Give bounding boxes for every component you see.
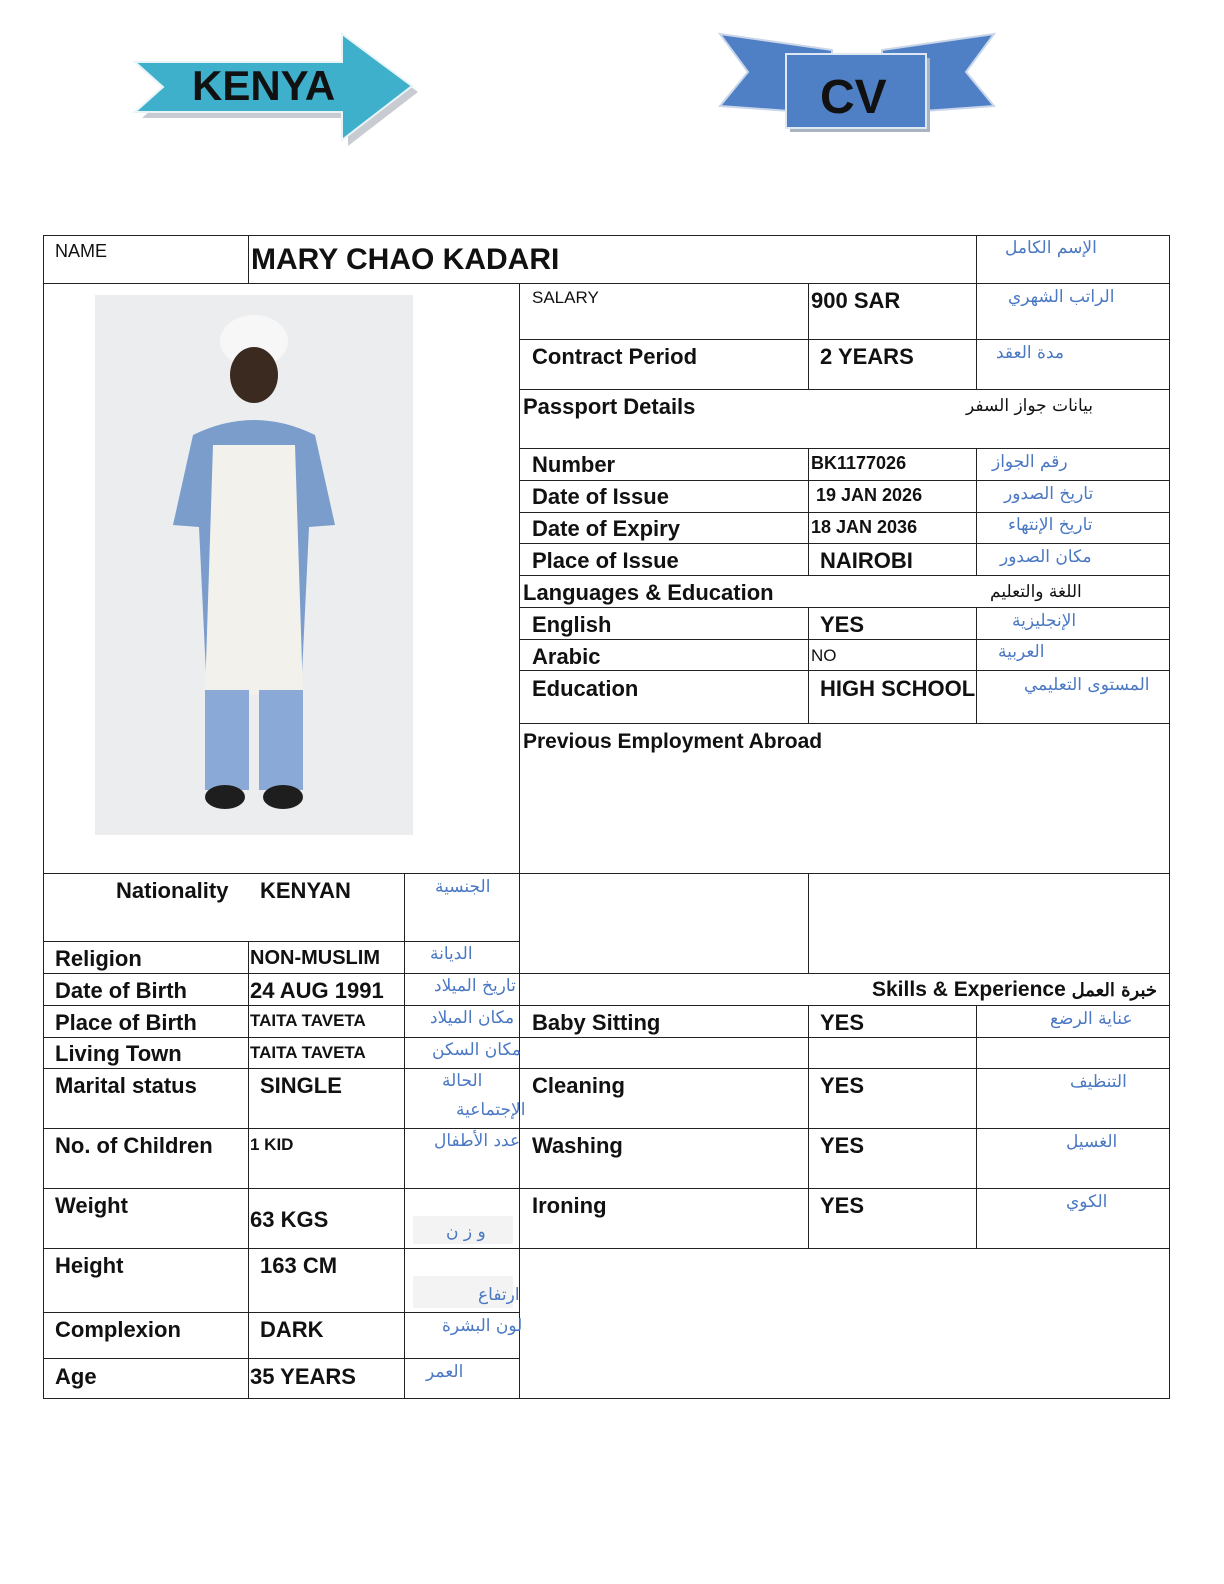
issue-place-label: Place of Issue (532, 548, 679, 573)
marital-status-label: Marital status (55, 1073, 197, 1098)
issue-place-arabic: مكان الصدور (1000, 547, 1092, 567)
passport-number-arabic: رقم الجواز (992, 452, 1068, 472)
education-value: HIGH SCHOOL (820, 676, 976, 701)
skill-label: Ironing (532, 1193, 607, 1218)
languages-section-label: Languages & Education (523, 580, 774, 605)
weight-arabic: و ز ن (446, 1222, 486, 1242)
passport-number-value: BK1177026 (811, 453, 907, 473)
complexion-value: DARK (260, 1317, 324, 1342)
skill-value: YES (820, 1133, 865, 1158)
skill-label: Cleaning (532, 1073, 625, 1098)
issue-date-arabic: تاريخ الصدور (1004, 484, 1094, 504)
living-town-arabic: مكان السكن (432, 1040, 521, 1060)
complexion-label: Complexion (55, 1317, 181, 1342)
passport-section-label: Passport Details (523, 394, 696, 419)
dob-arabic: تاريخ الميلاد (434, 976, 516, 996)
skills-title: Skills & Experience (872, 978, 1066, 1001)
english-value: YES (820, 612, 865, 637)
dob-value: 24 AUG 1991 (250, 978, 384, 1003)
arabic-value: NO (811, 646, 837, 665)
dob-label: Date of Birth (55, 978, 187, 1003)
salary-value: 900 SAR (811, 288, 901, 313)
pob-arabic: مكان الميلاد (430, 1008, 515, 1028)
skill-value: YES (820, 1193, 865, 1218)
children-arabic: عدد الأطفال (434, 1131, 521, 1151)
arabic-label: Arabic (532, 644, 601, 669)
cv-label: CV (820, 71, 887, 124)
skill-value: YES (820, 1010, 865, 1035)
languages-section-arabic: اللغة والتعليم (990, 582, 1082, 602)
arabic-arabic: العربية (998, 642, 1045, 662)
skill-value: YES (820, 1073, 865, 1098)
nationality-value: KENYAN (260, 878, 351, 903)
living-town-label: Living Town (55, 1041, 182, 1066)
previous-employment-label: Previous Employment Abroad (523, 730, 823, 753)
nationality-arabic: الجنسية (435, 877, 491, 897)
children-label: No. of Children (55, 1133, 213, 1158)
english-label: English (532, 612, 612, 637)
skill-arabic: عناية الرضع (1050, 1009, 1133, 1029)
height-value: 163 CM (260, 1253, 338, 1278)
marital-status-arabic-2: الإجتماعية (456, 1100, 526, 1120)
nationality-label: Nationality (116, 878, 229, 903)
living-town-value: TAITA TAVETA (250, 1043, 366, 1062)
age-label: Age (55, 1364, 97, 1389)
expiry-date-label: Date of Expiry (532, 516, 680, 541)
skill-arabic: الغسيل (1066, 1132, 1118, 1152)
skill-arabic: الكوي (1066, 1192, 1108, 1212)
height-label: Height (55, 1253, 124, 1278)
expiry-date-arabic: تاريخ الإنتهاء (1008, 515, 1093, 535)
religion-label: Religion (55, 946, 142, 971)
expiry-date-value: 18 JAN 2036 (811, 517, 918, 537)
skill-label: Washing (532, 1133, 623, 1158)
contract-period-arabic: مدة العقد (996, 343, 1064, 363)
education-label: Education (532, 676, 639, 701)
english-arabic: الإنجليزية (1012, 611, 1077, 631)
height-arabic: ارتفاع (478, 1285, 520, 1305)
skill-arabic: التنظيف (1070, 1072, 1127, 1092)
issue-place-value: NAIROBI (820, 548, 913, 573)
candidate-photo (95, 295, 413, 835)
weight-label: Weight (55, 1193, 128, 1218)
contract-period-value: 2 YEARS (820, 344, 914, 369)
country-label: KENYA (192, 62, 336, 109)
age-arabic: العمر (426, 1362, 464, 1382)
issue-date-label: Date of Issue (532, 484, 669, 509)
marital-status-value: SINGLE (260, 1073, 342, 1098)
pob-label: Place of Birth (55, 1010, 197, 1035)
marital-status-arabic-1: الحالة (442, 1071, 483, 1091)
religion-arabic: الديانة (430, 944, 473, 964)
religion-value: NON-MUSLIM (250, 947, 380, 969)
passport-section-arabic: بيانات جواز السفر (966, 396, 1094, 416)
passport-number-label: Number (532, 452, 616, 477)
pob-value: TAITA TAVETA (250, 1011, 366, 1030)
issue-date-value: 19 JAN 2026 (816, 485, 923, 505)
age-value: 35 YEARS (250, 1364, 356, 1389)
name-label: NAME (55, 241, 108, 261)
children-value: 1 KID (250, 1135, 294, 1154)
salary-label: SALARY (532, 288, 599, 307)
education-arabic: المستوى التعليمي (1024, 675, 1150, 695)
salary-arabic: الراتب الشهري (1008, 287, 1115, 307)
skill-label: Baby Sitting (532, 1010, 661, 1035)
contract-period-label: Contract Period (532, 344, 698, 369)
name-arabic: الإسم الكامل (1005, 238, 1097, 258)
full-name: MARY CHAO KADARI (251, 243, 560, 276)
complexion-arabic: لون البشرة (442, 1316, 523, 1336)
skills-title-arabic: خبرة العمل (1071, 980, 1158, 1001)
skills-section-label (872, 978, 1157, 1002)
weight-value: 63 KGS (250, 1207, 329, 1232)
